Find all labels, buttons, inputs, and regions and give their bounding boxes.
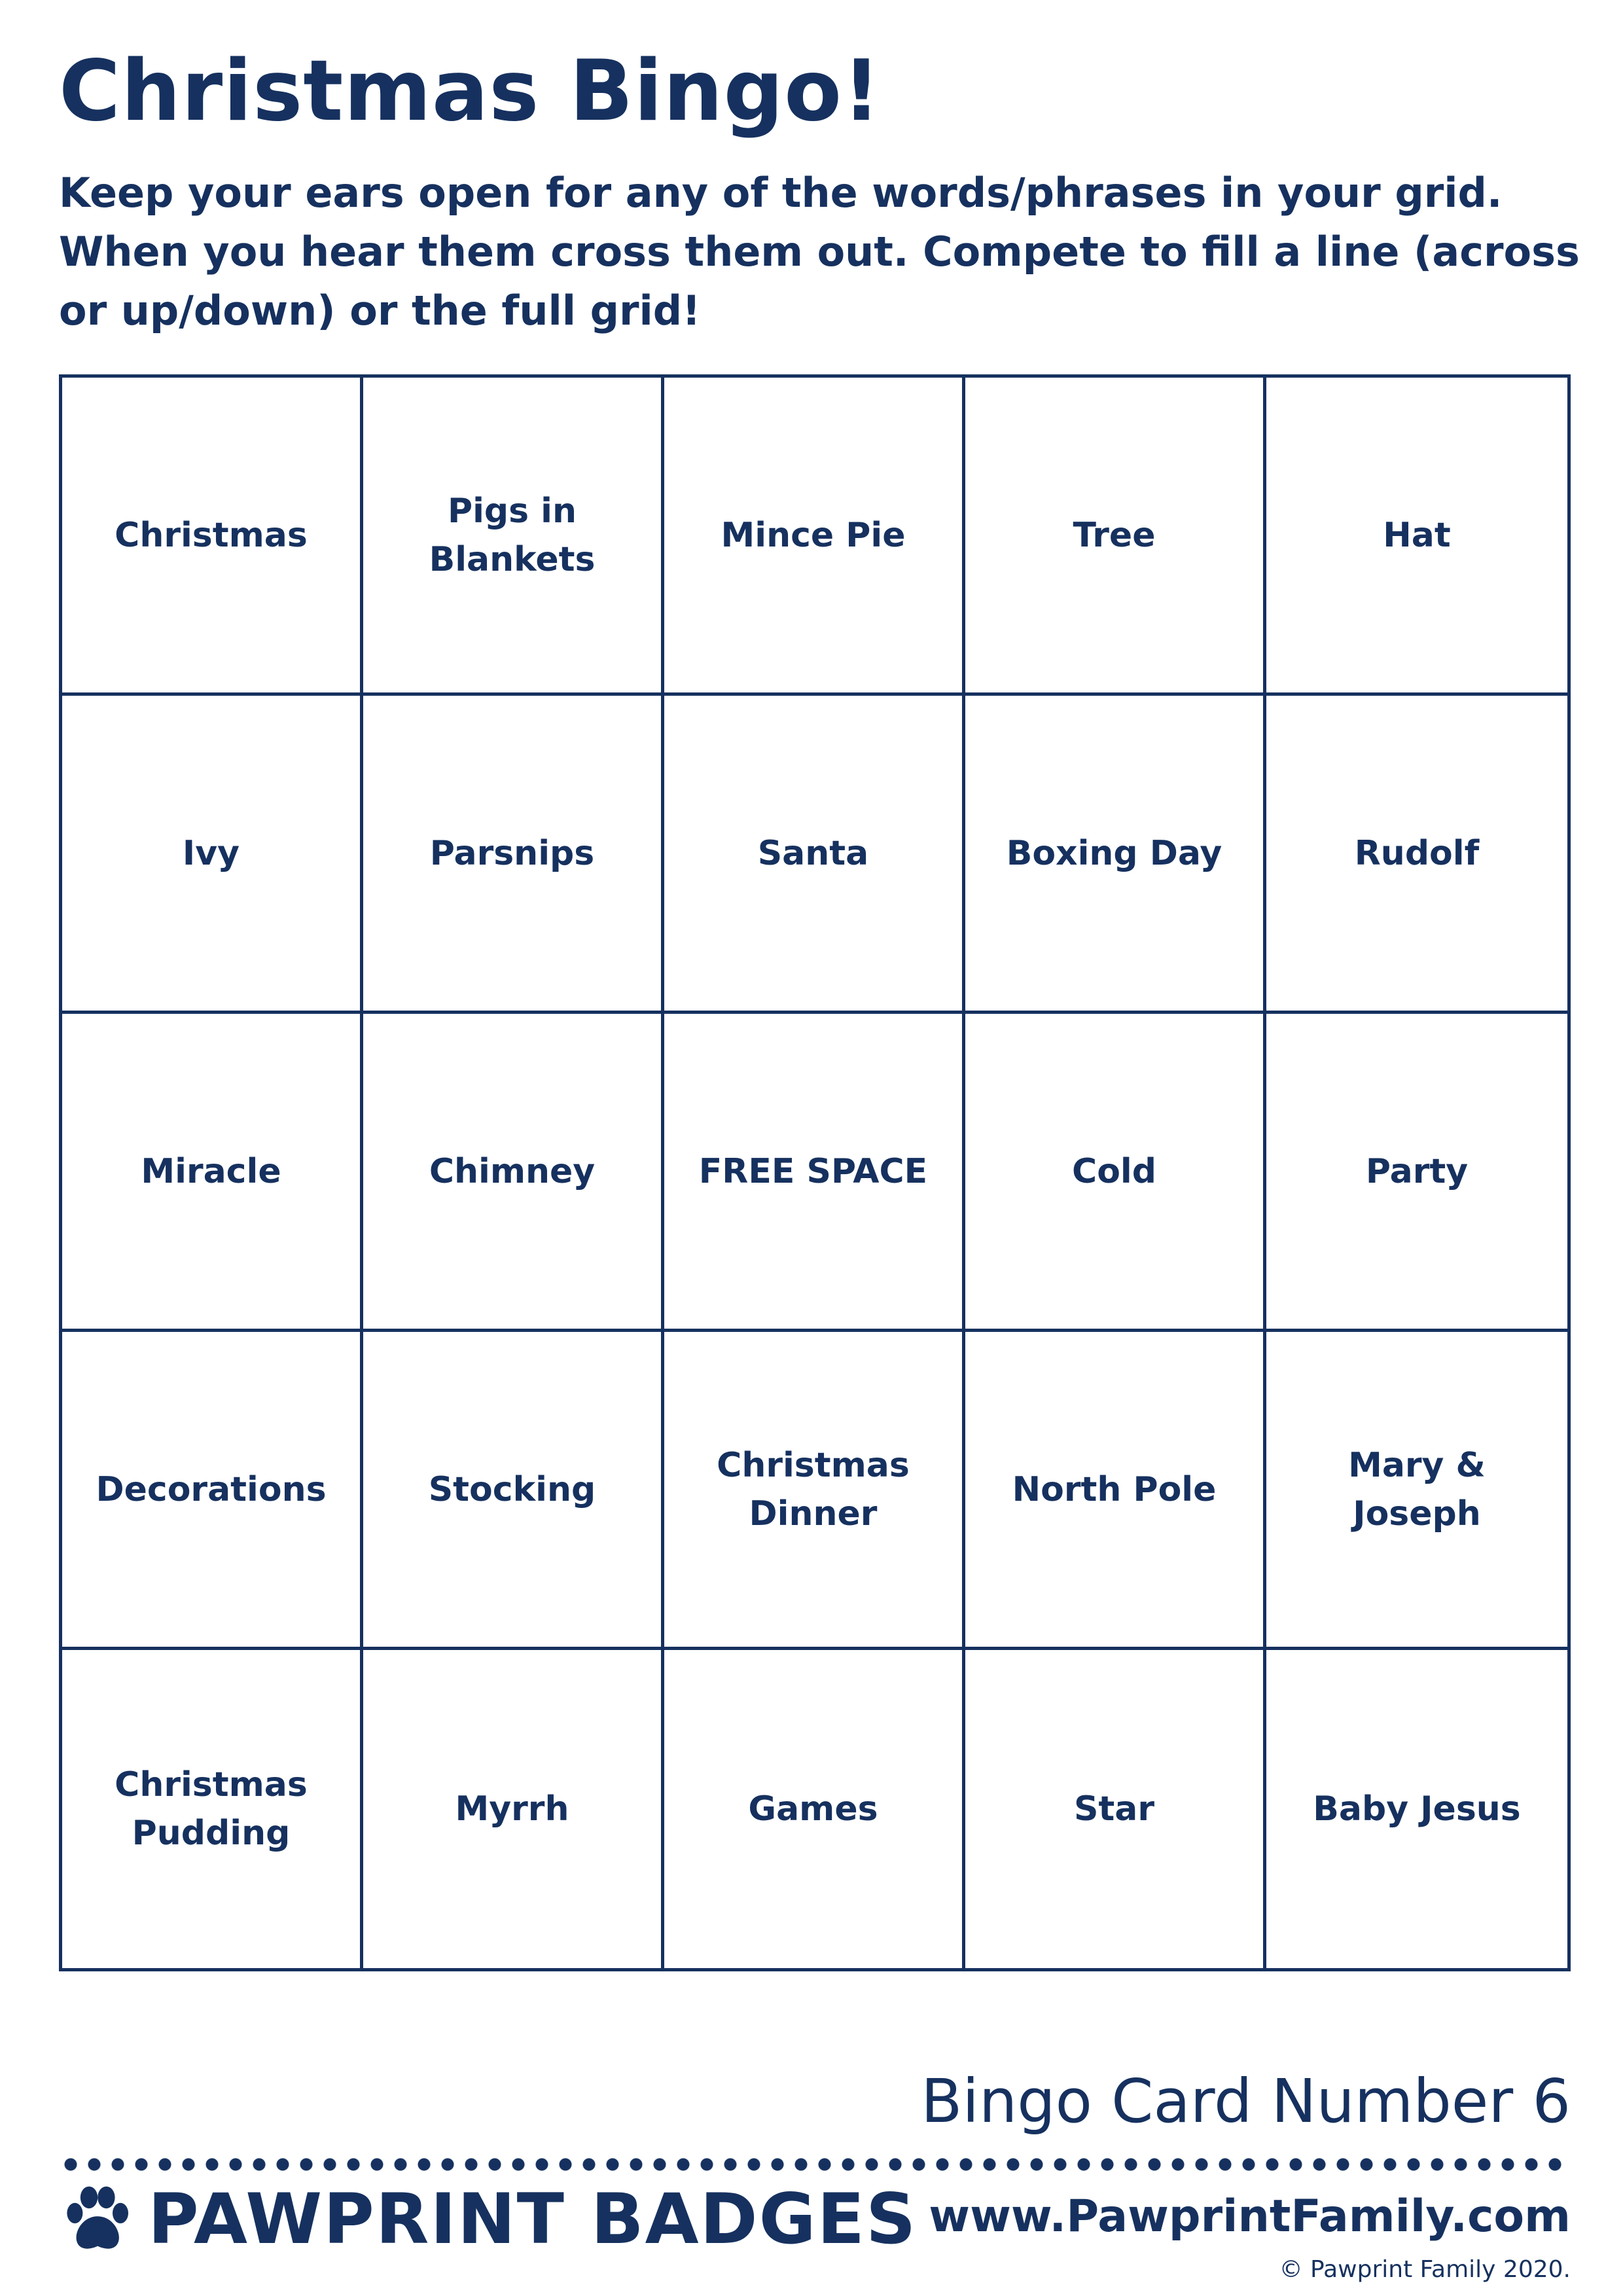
- bingo-cell-label: Myrrh: [455, 1789, 569, 1829]
- bingo-cell-label: Christmas Dinner: [717, 1445, 910, 1534]
- bingo-cell-label: Decorations: [96, 1469, 327, 1509]
- bingo-cell-label: North Pole: [1012, 1469, 1217, 1509]
- bingo-cell-label: Mince Pie: [721, 515, 906, 555]
- bingo-cell-label: Christmas: [115, 515, 308, 555]
- bingo-cell[interactable]: [965, 378, 1266, 696]
- bingo-cell-label: Miracle: [141, 1151, 281, 1191]
- bingo-cell-label: Tree: [1073, 515, 1156, 555]
- copyright-text: © Pawprint Family 2020.: [1279, 2256, 1571, 2283]
- paw-print-icon: [58, 2180, 136, 2259]
- bingo-cell-label: Baby Jesus: [1313, 1789, 1521, 1829]
- bingo-cell[interactable]: [664, 1332, 965, 1650]
- bingo-cell[interactable]: [664, 696, 965, 1014]
- bingo-cell-label: Boxing Day: [1006, 833, 1222, 873]
- free-space-cell[interactable]: [664, 1014, 965, 1332]
- bingo-cell[interactable]: [965, 1332, 1266, 1650]
- bingo-cell-label: Parsnips: [429, 833, 595, 873]
- bingo-cell[interactable]: [363, 696, 664, 1014]
- bingo-cell[interactable]: [363, 1332, 664, 1650]
- dotted-divider: [59, 2157, 1571, 2172]
- bingo-cell[interactable]: [363, 1650, 664, 1968]
- bingo-cell-label: Stocking: [428, 1469, 596, 1509]
- bingo-cell-label: FREE SPACE: [698, 1151, 928, 1191]
- bingo-cell[interactable]: [1266, 696, 1567, 1014]
- bingo-cell[interactable]: [1266, 1332, 1567, 1650]
- bingo-cell[interactable]: [363, 1014, 664, 1332]
- bingo-cell-label: Pigs in Blankets: [429, 491, 596, 579]
- bingo-cell-label: Mary & Joseph: [1348, 1445, 1486, 1534]
- bingo-grid: [59, 374, 1571, 1971]
- bingo-cell[interactable]: [965, 1650, 1266, 1968]
- bingo-cell[interactable]: [62, 1332, 363, 1650]
- brand-wordmark: PAWPRINT BADGES: [148, 2179, 918, 2259]
- bingo-cell[interactable]: [965, 696, 1266, 1014]
- bingo-cell[interactable]: [1266, 1014, 1567, 1332]
- bingo-cell-label: Christmas Pudding: [115, 1765, 308, 1853]
- bingo-cell[interactable]: [62, 378, 363, 696]
- bingo-cell-label: Rudolf: [1354, 833, 1480, 873]
- bingo-cell[interactable]: [62, 1650, 363, 1968]
- website-link[interactable]: www.PawprintFamily.com: [929, 2191, 1571, 2242]
- bingo-cell[interactable]: [1266, 1650, 1567, 1968]
- bingo-cell[interactable]: [363, 378, 664, 696]
- bingo-cell-label: Party: [1365, 1151, 1469, 1191]
- bingo-cell[interactable]: [664, 378, 965, 696]
- bingo-cell-label: Hat: [1383, 515, 1451, 555]
- page-title: Christmas Bingo!: [59, 43, 882, 140]
- bingo-cell-label: Cold: [1072, 1151, 1156, 1191]
- bingo-cell[interactable]: [664, 1650, 965, 1968]
- bingo-cell-label: Star: [1073, 1789, 1155, 1829]
- bingo-cell[interactable]: [62, 1014, 363, 1332]
- instructions-text: Keep your ears open for any of the words/phrases in your grid. When you hear them cross them out. Compete to fill a line (across or up/down) or the full grid!: [59, 169, 1580, 334]
- bingo-cell-label: Games: [748, 1789, 878, 1829]
- bingo-cell[interactable]: [62, 696, 363, 1014]
- bingo-cell-label: Chimney: [429, 1151, 596, 1191]
- bingo-cell[interactable]: [965, 1014, 1266, 1332]
- brand-logo: [58, 2177, 917, 2262]
- bingo-cell[interactable]: [1266, 378, 1567, 696]
- bingo-cell-label: Santa: [757, 833, 869, 873]
- card-number-label: Bingo Card Number 6: [921, 2066, 1571, 2136]
- bingo-cell-label: Ivy: [182, 833, 240, 873]
